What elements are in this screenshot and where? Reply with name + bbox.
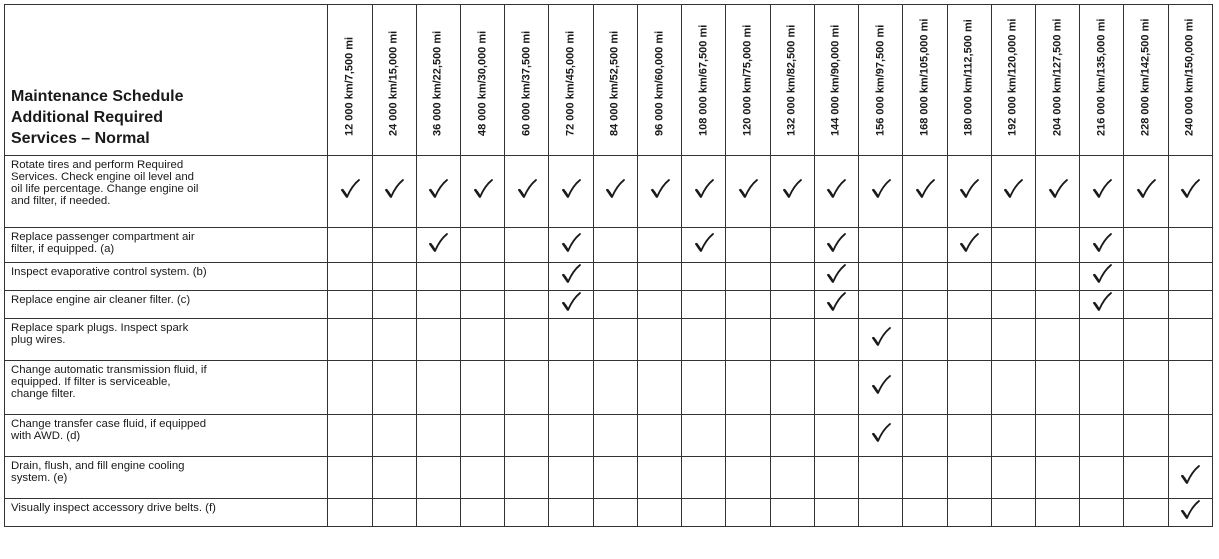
schedule-cell: [1036, 228, 1080, 263]
service-label: Replace spark plugs. Inspect spark plug wires.: [11, 322, 189, 346]
schedule-cell: [1168, 291, 1212, 319]
schedule-cell: [682, 415, 726, 457]
schedule-cell: [1124, 291, 1168, 319]
schedule-cell: [328, 319, 372, 361]
schedule-cell: [903, 457, 947, 499]
schedule-cell: [505, 319, 549, 361]
schedule-cell: [505, 291, 549, 319]
interval-header-11: [770, 5, 814, 156]
schedule-cell: [328, 415, 372, 457]
checkmark-icon: [870, 326, 892, 348]
interval-label: 228 000 km/142,500 mi: [1139, 18, 1152, 136]
interval-header-2: [372, 5, 416, 156]
interval-header-19: [1124, 5, 1168, 156]
interval-header-20: [1168, 5, 1212, 156]
schedule-cell: [1080, 263, 1124, 291]
schedule-cell: [726, 361, 770, 415]
schedule-cell: [1168, 415, 1212, 457]
checkmark-icon: [560, 232, 582, 254]
service-row: [5, 457, 1213, 499]
service-row: [5, 319, 1213, 361]
schedule-cell: [770, 499, 814, 527]
schedule-cell: [770, 228, 814, 263]
schedule-cell: [328, 499, 372, 527]
schedule-cell: [1036, 499, 1080, 527]
schedule-cell: [505, 499, 549, 527]
schedule-cell: [726, 291, 770, 319]
schedule-cell: [505, 415, 549, 457]
service-row: [5, 228, 1213, 263]
checkmark-icon: [870, 374, 892, 396]
schedule-cell: [814, 263, 858, 291]
schedule-cell: [682, 319, 726, 361]
schedule-cell: [372, 457, 416, 499]
checkmark-icon: [560, 263, 582, 285]
checkmark-icon: [1047, 178, 1069, 200]
schedule-cell: [593, 263, 637, 291]
schedule-cell: [1036, 319, 1080, 361]
service-label: Replace passenger compartment air filter, if equipped. (a): [11, 231, 195, 255]
interval-label: 156 000 km/97,500 mi: [874, 24, 887, 136]
schedule-cell: [770, 156, 814, 228]
interval-header-row: [5, 5, 1213, 156]
interval-label: 120 000 km/75,000 mi: [741, 24, 754, 136]
service-description-cell: [5, 361, 328, 415]
schedule-cell: [416, 228, 460, 263]
service-row: [5, 291, 1213, 319]
schedule-cell: [682, 361, 726, 415]
schedule-cell: [637, 415, 681, 457]
schedule-cell: [726, 156, 770, 228]
schedule-cell: [328, 228, 372, 263]
schedule-cell: [903, 228, 947, 263]
schedule-cell: [372, 319, 416, 361]
schedule-cell: [903, 499, 947, 527]
schedule-cell: [814, 499, 858, 527]
schedule-cell: [991, 457, 1035, 499]
schedule-cell: [1036, 291, 1080, 319]
schedule-cell: [903, 319, 947, 361]
schedule-cell: [903, 361, 947, 415]
schedule-cell: [770, 457, 814, 499]
interval-label: 192 000 km/120,000 mi: [1006, 18, 1019, 136]
schedule-cell: [1124, 228, 1168, 263]
interval-label: 168 000 km/105,000 mi: [918, 18, 931, 136]
schedule-cell: [328, 291, 372, 319]
schedule-cell: [593, 228, 637, 263]
interval-label: 48 000 km/30,000 mi: [476, 30, 489, 136]
schedule-cell: [460, 361, 504, 415]
schedule-cell: [1124, 499, 1168, 527]
schedule-cell: [637, 228, 681, 263]
schedule-cell: [328, 361, 372, 415]
schedule-cell: [505, 156, 549, 228]
schedule-cell: [372, 263, 416, 291]
interval-label: 72 000 km/45,000 mi: [564, 30, 577, 136]
checkmark-icon: [472, 178, 494, 200]
interval-header-5: [505, 5, 549, 156]
schedule-cell: [549, 263, 593, 291]
service-row: [5, 263, 1213, 291]
checkmark-icon: [781, 178, 803, 200]
interval-label: 204 000 km/127,500 mi: [1051, 18, 1064, 136]
checkmark-icon: [560, 178, 582, 200]
interval-label: 144 000 km/90,000 mi: [829, 24, 842, 136]
schedule-cell: [328, 156, 372, 228]
schedule-cell: [1036, 156, 1080, 228]
schedule-cell: [637, 361, 681, 415]
schedule-cell: [682, 499, 726, 527]
checkmark-icon: [516, 178, 538, 200]
schedule-cell: [859, 499, 903, 527]
service-description-cell: [5, 263, 328, 291]
schedule-cell: [460, 499, 504, 527]
schedule-cell: [947, 228, 991, 263]
schedule-cell: [416, 263, 460, 291]
schedule-cell: [859, 415, 903, 457]
schedule-cell: [1080, 228, 1124, 263]
table-title-cell: [5, 5, 328, 156]
schedule-cell: [682, 228, 726, 263]
schedule-cell: [903, 156, 947, 228]
checkmark-icon: [825, 263, 847, 285]
checkmark-icon: [1179, 464, 1201, 486]
service-row: [5, 156, 1213, 228]
schedule-cell: [991, 291, 1035, 319]
schedule-cell: [549, 291, 593, 319]
service-row: [5, 499, 1213, 527]
schedule-cell: [460, 319, 504, 361]
interval-header-14: [903, 5, 947, 156]
checkmark-icon: [825, 178, 847, 200]
schedule-cell: [1168, 499, 1212, 527]
checkmark-icon: [560, 291, 582, 313]
checkmark-icon: [958, 178, 980, 200]
schedule-cell: [859, 291, 903, 319]
schedule-cell: [991, 361, 1035, 415]
schedule-cell: [1124, 415, 1168, 457]
schedule-cell: [372, 499, 416, 527]
interval-label: 216 000 km/135,000 mi: [1095, 18, 1108, 136]
schedule-cell: [593, 291, 637, 319]
checkmark-icon: [1179, 178, 1201, 200]
schedule-cell: [991, 499, 1035, 527]
schedule-cell: [991, 263, 1035, 291]
schedule-cell: [593, 415, 637, 457]
schedule-cell: [859, 156, 903, 228]
interval-header-17: [1036, 5, 1080, 156]
interval-header-1: [328, 5, 372, 156]
interval-header-12: [814, 5, 858, 156]
schedule-cell: [814, 457, 858, 499]
schedule-cell: [814, 156, 858, 228]
interval-label: 60 000 km/37,500 mi: [520, 30, 533, 136]
checkmark-icon: [870, 422, 892, 444]
schedule-cell: [947, 499, 991, 527]
schedule-cell: [637, 291, 681, 319]
service-description-cell: [5, 457, 328, 499]
checkmark-icon: [825, 291, 847, 313]
schedule-cell: [726, 499, 770, 527]
schedule-cell: [682, 291, 726, 319]
schedule-cell: [549, 457, 593, 499]
schedule-cell: [947, 156, 991, 228]
schedule-cell: [947, 291, 991, 319]
schedule-cell: [372, 156, 416, 228]
schedule-cell: [726, 457, 770, 499]
schedule-cell: [903, 263, 947, 291]
schedule-cell: [859, 228, 903, 263]
schedule-cell: [460, 156, 504, 228]
checkmark-icon: [427, 178, 449, 200]
service-label: Rotate tires and perform Required Services. Check engine oil level and oil life percentage. Change engine oil and filter, if needed.: [11, 159, 199, 207]
schedule-cell: [947, 319, 991, 361]
checkmark-icon: [825, 232, 847, 254]
schedule-cell: [1168, 361, 1212, 415]
schedule-cell: [1080, 291, 1124, 319]
schedule-cell: [1168, 457, 1212, 499]
checkmark-icon: [693, 232, 715, 254]
schedule-cell: [682, 457, 726, 499]
schedule-cell: [593, 361, 637, 415]
schedule-cell: [505, 263, 549, 291]
interval-header-4: [460, 5, 504, 156]
schedule-cell: [859, 361, 903, 415]
schedule-cell: [1080, 361, 1124, 415]
schedule-cell: [637, 156, 681, 228]
services-body: [5, 156, 1213, 527]
service-label: Drain, flush, and fill engine cooling system. (e): [11, 460, 185, 484]
interval-header-8: [637, 5, 681, 156]
schedule-cell: [1080, 499, 1124, 527]
schedule-cell: [505, 228, 549, 263]
schedule-cell: [1124, 319, 1168, 361]
interval-header-9: [682, 5, 726, 156]
interval-label: 108 000 km/67,500 mi: [697, 24, 710, 136]
schedule-cell: [770, 361, 814, 415]
schedule-cell: [505, 457, 549, 499]
schedule-cell: [859, 263, 903, 291]
schedule-cell: [770, 319, 814, 361]
schedule-cell: [1036, 415, 1080, 457]
schedule-cell: [460, 415, 504, 457]
checkmark-icon: [870, 178, 892, 200]
schedule-cell: [814, 319, 858, 361]
schedule-cell: [814, 361, 858, 415]
interval-header-18: [1080, 5, 1124, 156]
checkmark-icon: [604, 178, 626, 200]
interval-label: 132 000 km/82,500 mi: [785, 24, 798, 136]
schedule-cell: [1036, 361, 1080, 415]
schedule-cell: [726, 228, 770, 263]
schedule-cell: [1036, 263, 1080, 291]
schedule-cell: [549, 156, 593, 228]
schedule-cell: [726, 263, 770, 291]
service-description-cell: [5, 415, 328, 457]
service-description-cell: [5, 156, 328, 228]
interval-label: 180 000 km/112,500 mi: [962, 19, 975, 136]
schedule-cell: [549, 228, 593, 263]
checkmark-icon: [958, 232, 980, 254]
schedule-cell: [637, 319, 681, 361]
interval-header-3: [416, 5, 460, 156]
service-label: Replace engine air cleaner filter. (c): [11, 294, 191, 306]
interval-header-7: [593, 5, 637, 156]
schedule-cell: [770, 415, 814, 457]
checkmark-icon: [383, 178, 405, 200]
schedule-cell: [1036, 457, 1080, 499]
checkmark-icon: [339, 178, 361, 200]
schedule-cell: [637, 499, 681, 527]
service-label: Change transfer case fluid, if equipped with AWD. (d): [11, 418, 207, 442]
schedule-cell: [416, 319, 460, 361]
interval-label: 84 000 km/52,500 mi: [608, 30, 621, 136]
schedule-cell: [1168, 156, 1212, 228]
interval-label: 36 000 km/22,500 mi: [431, 30, 444, 136]
schedule-cell: [814, 228, 858, 263]
schedule-cell: [1168, 228, 1212, 263]
schedule-cell: [947, 457, 991, 499]
service-description-cell: [5, 291, 328, 319]
schedule-cell: [1124, 156, 1168, 228]
schedule-cell: [372, 361, 416, 415]
schedule-cell: [682, 156, 726, 228]
checkmark-icon: [737, 178, 759, 200]
interval-header-10: [726, 5, 770, 156]
table-title: Maintenance Schedule Additional Required Services – Normal: [11, 88, 184, 147]
schedule-cell: [416, 415, 460, 457]
checkmark-icon: [1091, 232, 1113, 254]
interval-label: 240 000 km/150,000 mi: [1183, 18, 1196, 136]
checkmark-icon: [649, 178, 671, 200]
schedule-cell: [770, 291, 814, 319]
checkmark-icon: [427, 232, 449, 254]
checkmark-icon: [1091, 291, 1113, 313]
schedule-cell: [770, 263, 814, 291]
schedule-cell: [1124, 263, 1168, 291]
checkmark-icon: [693, 178, 715, 200]
schedule-cell: [947, 361, 991, 415]
service-description-cell: [5, 228, 328, 263]
schedule-cell: [947, 415, 991, 457]
schedule-cell: [416, 499, 460, 527]
schedule-cell: [1080, 415, 1124, 457]
schedule-cell: [549, 499, 593, 527]
schedule-cell: [328, 457, 372, 499]
schedule-cell: [1168, 263, 1212, 291]
schedule-cell: [549, 361, 593, 415]
schedule-cell: [947, 263, 991, 291]
checkmark-icon: [1091, 178, 1113, 200]
schedule-cell: [1124, 457, 1168, 499]
schedule-cell: [991, 319, 1035, 361]
service-label: Change automatic transmission fluid, if equipped. If filter is serviceable, change filter.: [11, 364, 207, 400]
schedule-cell: [460, 457, 504, 499]
schedule-cell: [726, 415, 770, 457]
maintenance-schedule-table: [4, 4, 1213, 527]
interval-label: 96 000 km/60,000 mi: [653, 30, 666, 136]
schedule-cell: [416, 291, 460, 319]
schedule-cell: [1080, 457, 1124, 499]
service-label: Visually inspect accessory drive belts. (f): [11, 502, 216, 514]
schedule-cell: [549, 319, 593, 361]
schedule-cell: [593, 457, 637, 499]
schedule-cell: [505, 361, 549, 415]
schedule-cell: [991, 228, 1035, 263]
interval-label: 24 000 km/15,000 mi: [387, 30, 400, 136]
schedule-cell: [637, 457, 681, 499]
schedule-cell: [372, 415, 416, 457]
schedule-cell: [460, 228, 504, 263]
schedule-cell: [814, 415, 858, 457]
checkmark-icon: [1135, 178, 1157, 200]
interval-header-15: [947, 5, 991, 156]
service-row: [5, 361, 1213, 415]
schedule-cell: [814, 291, 858, 319]
schedule-cell: [1080, 319, 1124, 361]
schedule-cell: [593, 156, 637, 228]
schedule-cell: [372, 291, 416, 319]
checkmark-icon: [1091, 263, 1113, 285]
schedule-cell: [372, 228, 416, 263]
schedule-cell: [460, 291, 504, 319]
schedule-cell: [593, 319, 637, 361]
schedule-cell: [682, 263, 726, 291]
schedule-cell: [549, 415, 593, 457]
schedule-cell: [726, 319, 770, 361]
schedule-cell: [903, 291, 947, 319]
schedule-cell: [416, 457, 460, 499]
schedule-cell: [903, 415, 947, 457]
schedule-cell: [637, 263, 681, 291]
interval-header-6: [549, 5, 593, 156]
service-label: Inspect evaporative control system. (b): [11, 266, 207, 278]
schedule-cell: [416, 156, 460, 228]
schedule-cell: [460, 263, 504, 291]
interval-header-16: [991, 5, 1035, 156]
service-row: [5, 415, 1213, 457]
checkmark-icon: [1002, 178, 1024, 200]
checkmark-icon: [914, 178, 936, 200]
schedule-cell: [859, 319, 903, 361]
schedule-cell: [593, 499, 637, 527]
schedule-cell: [416, 361, 460, 415]
schedule-cell: [1080, 156, 1124, 228]
interval-header-13: [859, 5, 903, 156]
service-description-cell: [5, 499, 328, 527]
schedule-cell: [328, 263, 372, 291]
schedule-cell: [859, 457, 903, 499]
checkmark-icon: [1179, 499, 1201, 521]
service-description-cell: [5, 319, 328, 361]
interval-label: 12 000 km/7,500 mi: [343, 36, 356, 136]
schedule-cell: [991, 415, 1035, 457]
schedule-cell: [1124, 361, 1168, 415]
schedule-cell: [991, 156, 1035, 228]
schedule-cell: [1168, 319, 1212, 361]
